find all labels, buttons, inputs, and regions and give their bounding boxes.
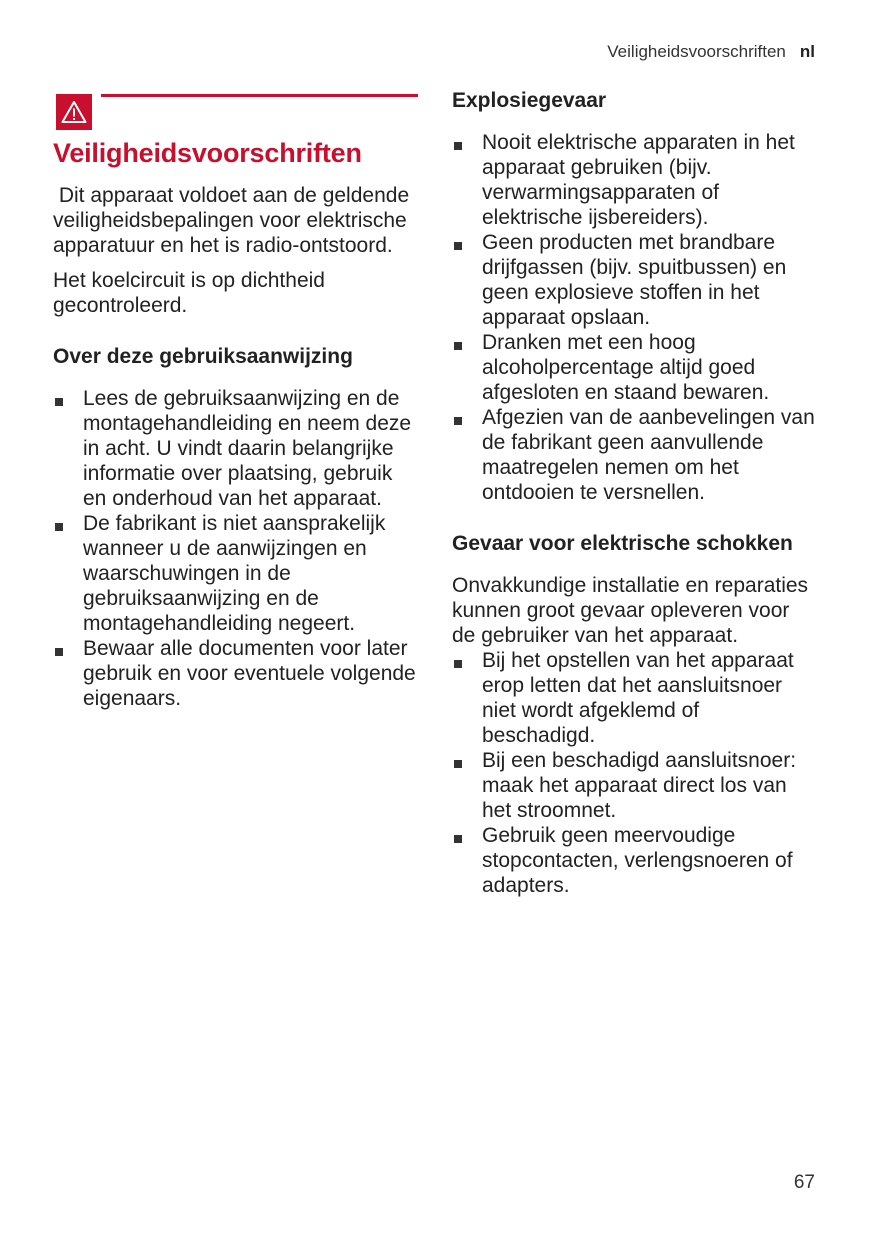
manual-list xyxy=(53,386,418,711)
list-item: Bewaar alle documenten voor later gebruik en voor eventuele volgende eigenaars. xyxy=(53,636,418,711)
list-item: De fabrikant is niet aansprakelijk wanneer u de aanwijzingen en waarschuwingen in de gebruiksaanwijzing en de montagehandleiding negeert. xyxy=(53,511,418,636)
header-language-code: nl xyxy=(799,42,815,61)
list-item: Bij een beschadigd aansluitsnoer: maak het apparaat direct los van het stroomnet. xyxy=(452,748,817,823)
section-title: Veiligheidsvoorschriften xyxy=(53,138,362,168)
list-item: Dranken met een hoog alcoholpercentage altijd goed afgesloten en staand bewaren. xyxy=(452,330,817,405)
subheading-manual: Over deze gebruiksaanwijzing xyxy=(53,345,353,369)
subheading-explosion: Explosiegevaar xyxy=(452,89,607,112)
intro-paragraph-1: Dit apparaat voldoet aan de geldende veiligheidsbepalingen voor elektrische apparatuur en het is radio-ontstoord. xyxy=(53,184,415,258)
running-header xyxy=(607,42,815,62)
warning-triangle-icon xyxy=(56,94,92,130)
list-item: Nooit elektrische apparaten in het apparaat gebruiken (bijv. verwarmingsapparaten of elektrische ijsbereiders). xyxy=(452,130,817,230)
electric-list xyxy=(452,648,817,898)
list-item: Lees de gebruiksaanwijzing en de montagehandleiding en neem deze in acht. U vindt daarin belangrijke informatie over plaatsing, gebruik en onderhoud van het apparaat. xyxy=(53,386,418,511)
warning-header-row xyxy=(53,88,418,130)
right-column xyxy=(452,88,817,898)
subheading-electric-shock: Gevaar voor elektrische schokken xyxy=(452,532,793,555)
electric-intro-paragraph: Onvakkundige installatie en reparaties kunnen groot gevaar opleveren voor de gebruiker van het apparaat. xyxy=(452,574,809,647)
list-item: Gebruik geen meervoudige stopcontacten, verlengsnoeren of adapters. xyxy=(452,823,817,898)
intro-paragraph-2: Het koelcircuit is op dichtheid gecontroleerd. xyxy=(53,269,325,318)
list-item: Geen producten met brandbare drijfgassen (bijv. spuitbussen) en geen explosieve stoffen in het apparaat opslaan. xyxy=(452,230,817,330)
header-section-title: Veiligheidsvoorschriften xyxy=(607,42,786,61)
explosion-list xyxy=(452,130,817,505)
left-column xyxy=(53,88,418,711)
list-item: Afgezien van de aanbevelingen van de fabrikant geen aanvullende maatregelen nemen om het ontdooien te versnellen. xyxy=(452,405,817,505)
page-number: 67 xyxy=(793,1172,815,1193)
list-item: Bij het opstellen van het apparaat erop letten dat het aansluitsnoer niet wordt afgeklemd of beschadigd. xyxy=(452,648,817,748)
warning-divider-line xyxy=(101,94,418,97)
